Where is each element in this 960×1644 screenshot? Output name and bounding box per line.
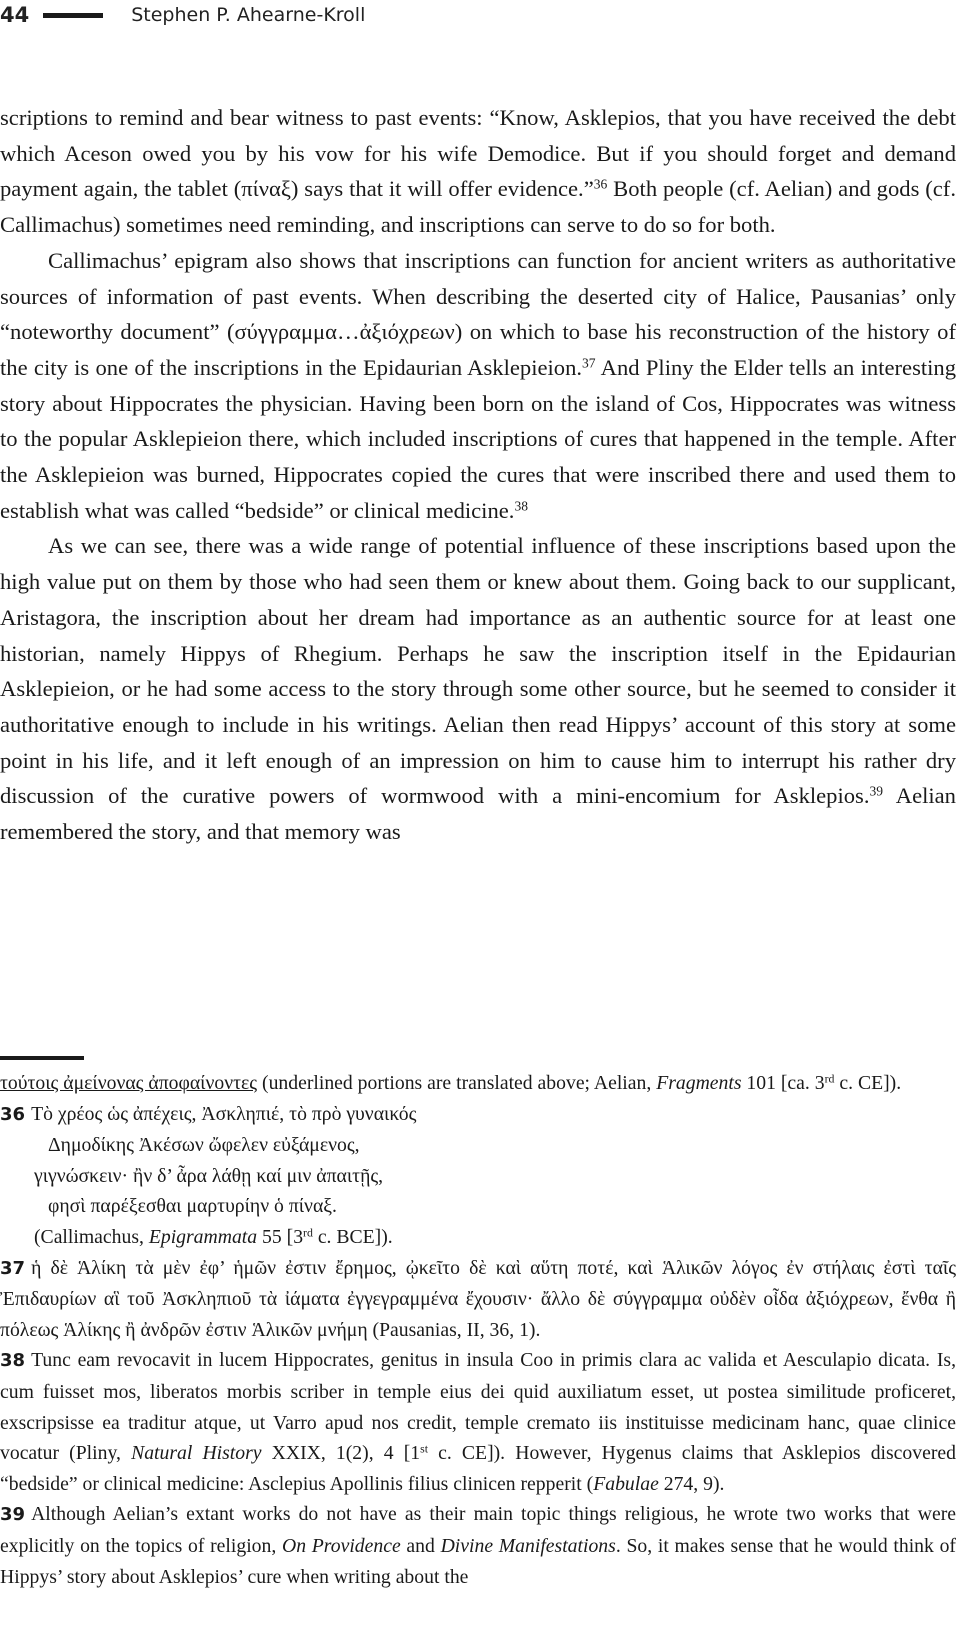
paragraph-1-text-a: scriptions to remind and bear witness to past events: “Know, Asklepios, that you have received the debt which Aceson owed you by his vow for his wife Demodice. But if you should forget and demand payment again, the tablet (πίναξ) says that it will offer evidence.” <box>0 105 956 202</box>
fn-39-text-1: Although Aelian’s extant works do not have as their main topic things religious, he wrote two works that were explicitly on the topics of religion, <box>0 1503 956 1557</box>
paragraph-3 <box>0 528 956 849</box>
header-rule <box>43 13 103 18</box>
footnote-ref-36: 36 <box>593 176 608 192</box>
fn-38-text-1: Tunc eam revocavit in lucem Hippocrates, genitus in insula Coo in primis clara ac valida et Aesculapio dicata. Is, cum fuisset mos, liberatos morbis scriber in temple eius dei quid auxiliatum esset, ut postea similitude proficeret, exscripsisse ea traditur atque, ut Varro apud nos credit, temple cremato iis instituisse medicinam hanc, quae clinice vocatur (Pliny, <box>0 1349 956 1465</box>
fn-36-line-2 <box>0 1130 956 1161</box>
paragraph-2-text-a: Callimachus’ epigram also shows that inscriptions can function for ancient writers as authoritative sources of information of past events. When describing the deserted city of Halice, Pausanias’ only “noteworthy document” (σύγγραμμα…ἀξιόχρεων) on which to base his reconstruction of the history of the city is one of the inscriptions in the Epidaurian Asklepieion. <box>0 247 956 380</box>
fn-cont-italic: Fragments <box>656 1072 742 1094</box>
fn-cont-text-3: c. CE]). <box>834 1072 902 1094</box>
fn-cont-text-1: (underlined portions are translated above; Aelian, <box>257 1072 657 1094</box>
citation-text-3: c. BCE]). <box>312 1225 393 1248</box>
verse-line: φησὶ παρέξεσθαι μαρτυρίην ὁ πίναξ. <box>48 1195 337 1218</box>
footnote-rule <box>0 1056 84 1060</box>
fn-38-italic-2: Fabulae <box>593 1472 659 1495</box>
verse-line: Δημοδίκης Ἀκέσων ὤφελεν εὐξάμενος, <box>48 1134 360 1157</box>
footnote-37-text: ἡ δὲ Ἁλίκη τὰ μὲν ἐφ’ ἡμῶν ἐστιν ἔρημος, ᾠκεῖτο δὲ καὶ αὕτη ποτέ, καὶ Ἁλικῶν λόγος ἐν στήλαις ἐστὶ ταῖς Ἐπιδαυρίων αἳ τοῦ Ἀσκληπιοῦ τὰ ἰάματα ἐγγεγραμμένα ἔχουσιν· ἄλλο δὲ σύγγραμμα οὐδὲν οἶδα ἀξιόχρεων, ἔνθα ἢ πόλεως Ἁλίκης ἢ ἀνδρῶν ἐστιν Ἁλικῶν μνήμη (Pausanias, II, 36, 1). <box>0 1256 956 1341</box>
fn-36-line-3 <box>0 1161 956 1192</box>
fn-36-line-1 <box>0 1099 956 1131</box>
running-head-author: Stephen P. Ahearne-Kroll <box>131 4 366 26</box>
fn-39-italic-2: Divine Manifestations <box>440 1534 616 1557</box>
citation-text-2: 55 [3 <box>257 1225 304 1248</box>
verse-line: γιγνώσκειν· ἢν δ’ ἆρα λάθῃ καί μιν ἀπαιτῇς, <box>34 1164 384 1187</box>
footnote-ref-39: 39 <box>869 783 884 799</box>
body-text <box>0 100 956 850</box>
paragraph-3-text-a: As we can see, there was a wide range of potential influence of these inscriptions based upon the high value put on them by those who had seen them or knew about them. Going back to our supplicant, Aristagora, the inscription about her dream had importance as an authentic source for at least one historian, namely Hippys of Rhegium. Perhaps he saw the inscription itself in the Epidaurian Asklepieion, or he had some access to the story through some other source, but he seemed to consider it authoritative enough to include in his writings. Aelian then read Hippys’ account of this story at some point in his life, and it left enough of an impression on him to cause him to interrupt his rather dry discussion of the curative powers of wormwood with a mini-encomium for Asklepios. <box>0 533 956 809</box>
fn-38-italic-1: Natural History <box>131 1442 262 1465</box>
footnotes <box>0 1068 956 1592</box>
fn-38-text-3: c. CE]). However, Hygenus claims that Asklepios discovered “bedside” or clinical medicine: Asclepius Apollinis filius clinicen repperit ( <box>0 1442 956 1495</box>
verse-line: Τὸ χρέος ὡς ἀπέχεις, Ἀσκληπιέ, τὸ πρὸ γυναικός <box>31 1102 417 1125</box>
footnote-39 <box>0 1499 956 1592</box>
fn-38-sup: st <box>420 1441 428 1456</box>
footnote-number-39: 39 <box>0 1504 26 1526</box>
fn-cont-sup: rd <box>824 1071 835 1086</box>
fn-36-line-4 <box>0 1191 956 1222</box>
page-header <box>0 0 960 30</box>
paragraph-1-text-b: Both people (cf. Aelian) and gods (cf. Callimachus) sometimes need reminding, and inscriptions can serve to do so for both. <box>0 176 956 238</box>
fn-39-text-3: . So, it makes sense that he would think of Hippys’ story about Asklepios’ cure when writing about the <box>0 1534 956 1588</box>
page-number: 44 <box>0 3 30 27</box>
fn-38-text-4: 274, 9). <box>658 1472 725 1495</box>
fn-38-text-2: XXIX, 1(2), 4 [1 <box>261 1442 421 1465</box>
footnote-37 <box>0 1253 956 1346</box>
footnote-continuation <box>0 1068 956 1099</box>
footnote-number-36: 36 <box>0 1103 26 1125</box>
fn-cont-text-2: 101 [ca. 3 <box>741 1072 825 1094</box>
underlined-greek: τούτοις ἀμείνονας ἀποφαίνοντες <box>0 1072 258 1094</box>
paragraph-2-text-b: And Pliny the Elder tells an interesting story about Hippocrates the physician. Having been born on the island of Cos, Hippocrates was witness to the popular Asklepieion there, which included inscriptions of cures that happened in the temple. After the Asklepieion was burned, Hippocrates copied the cures that were inscribed there and used them to establish what was called “bedside” or clinical medicine. <box>0 354 957 523</box>
footnote-number-38: 38 <box>0 1350 26 1372</box>
paragraph-3-text-b: Aelian remembered the story, and that memory was <box>0 783 956 845</box>
citation-italic: Epigrammata <box>148 1225 258 1248</box>
paragraph-1 <box>0 100 956 243</box>
fn-39-italic-1: On Providence <box>282 1534 401 1557</box>
fn-36-citation <box>0 1222 956 1253</box>
footnote-36 <box>0 1099 956 1253</box>
footnote-ref-37: 37 <box>582 355 596 371</box>
citation-sup: rd <box>303 1225 313 1240</box>
fn-39-text-2: and <box>400 1534 441 1557</box>
citation-text-1: (Callimachus, <box>34 1225 149 1248</box>
footnote-38 <box>0 1345 956 1499</box>
footnote-number-37: 37 <box>0 1257 26 1279</box>
paragraph-2 <box>0 243 956 529</box>
footnote-ref-38: 38 <box>514 498 528 514</box>
